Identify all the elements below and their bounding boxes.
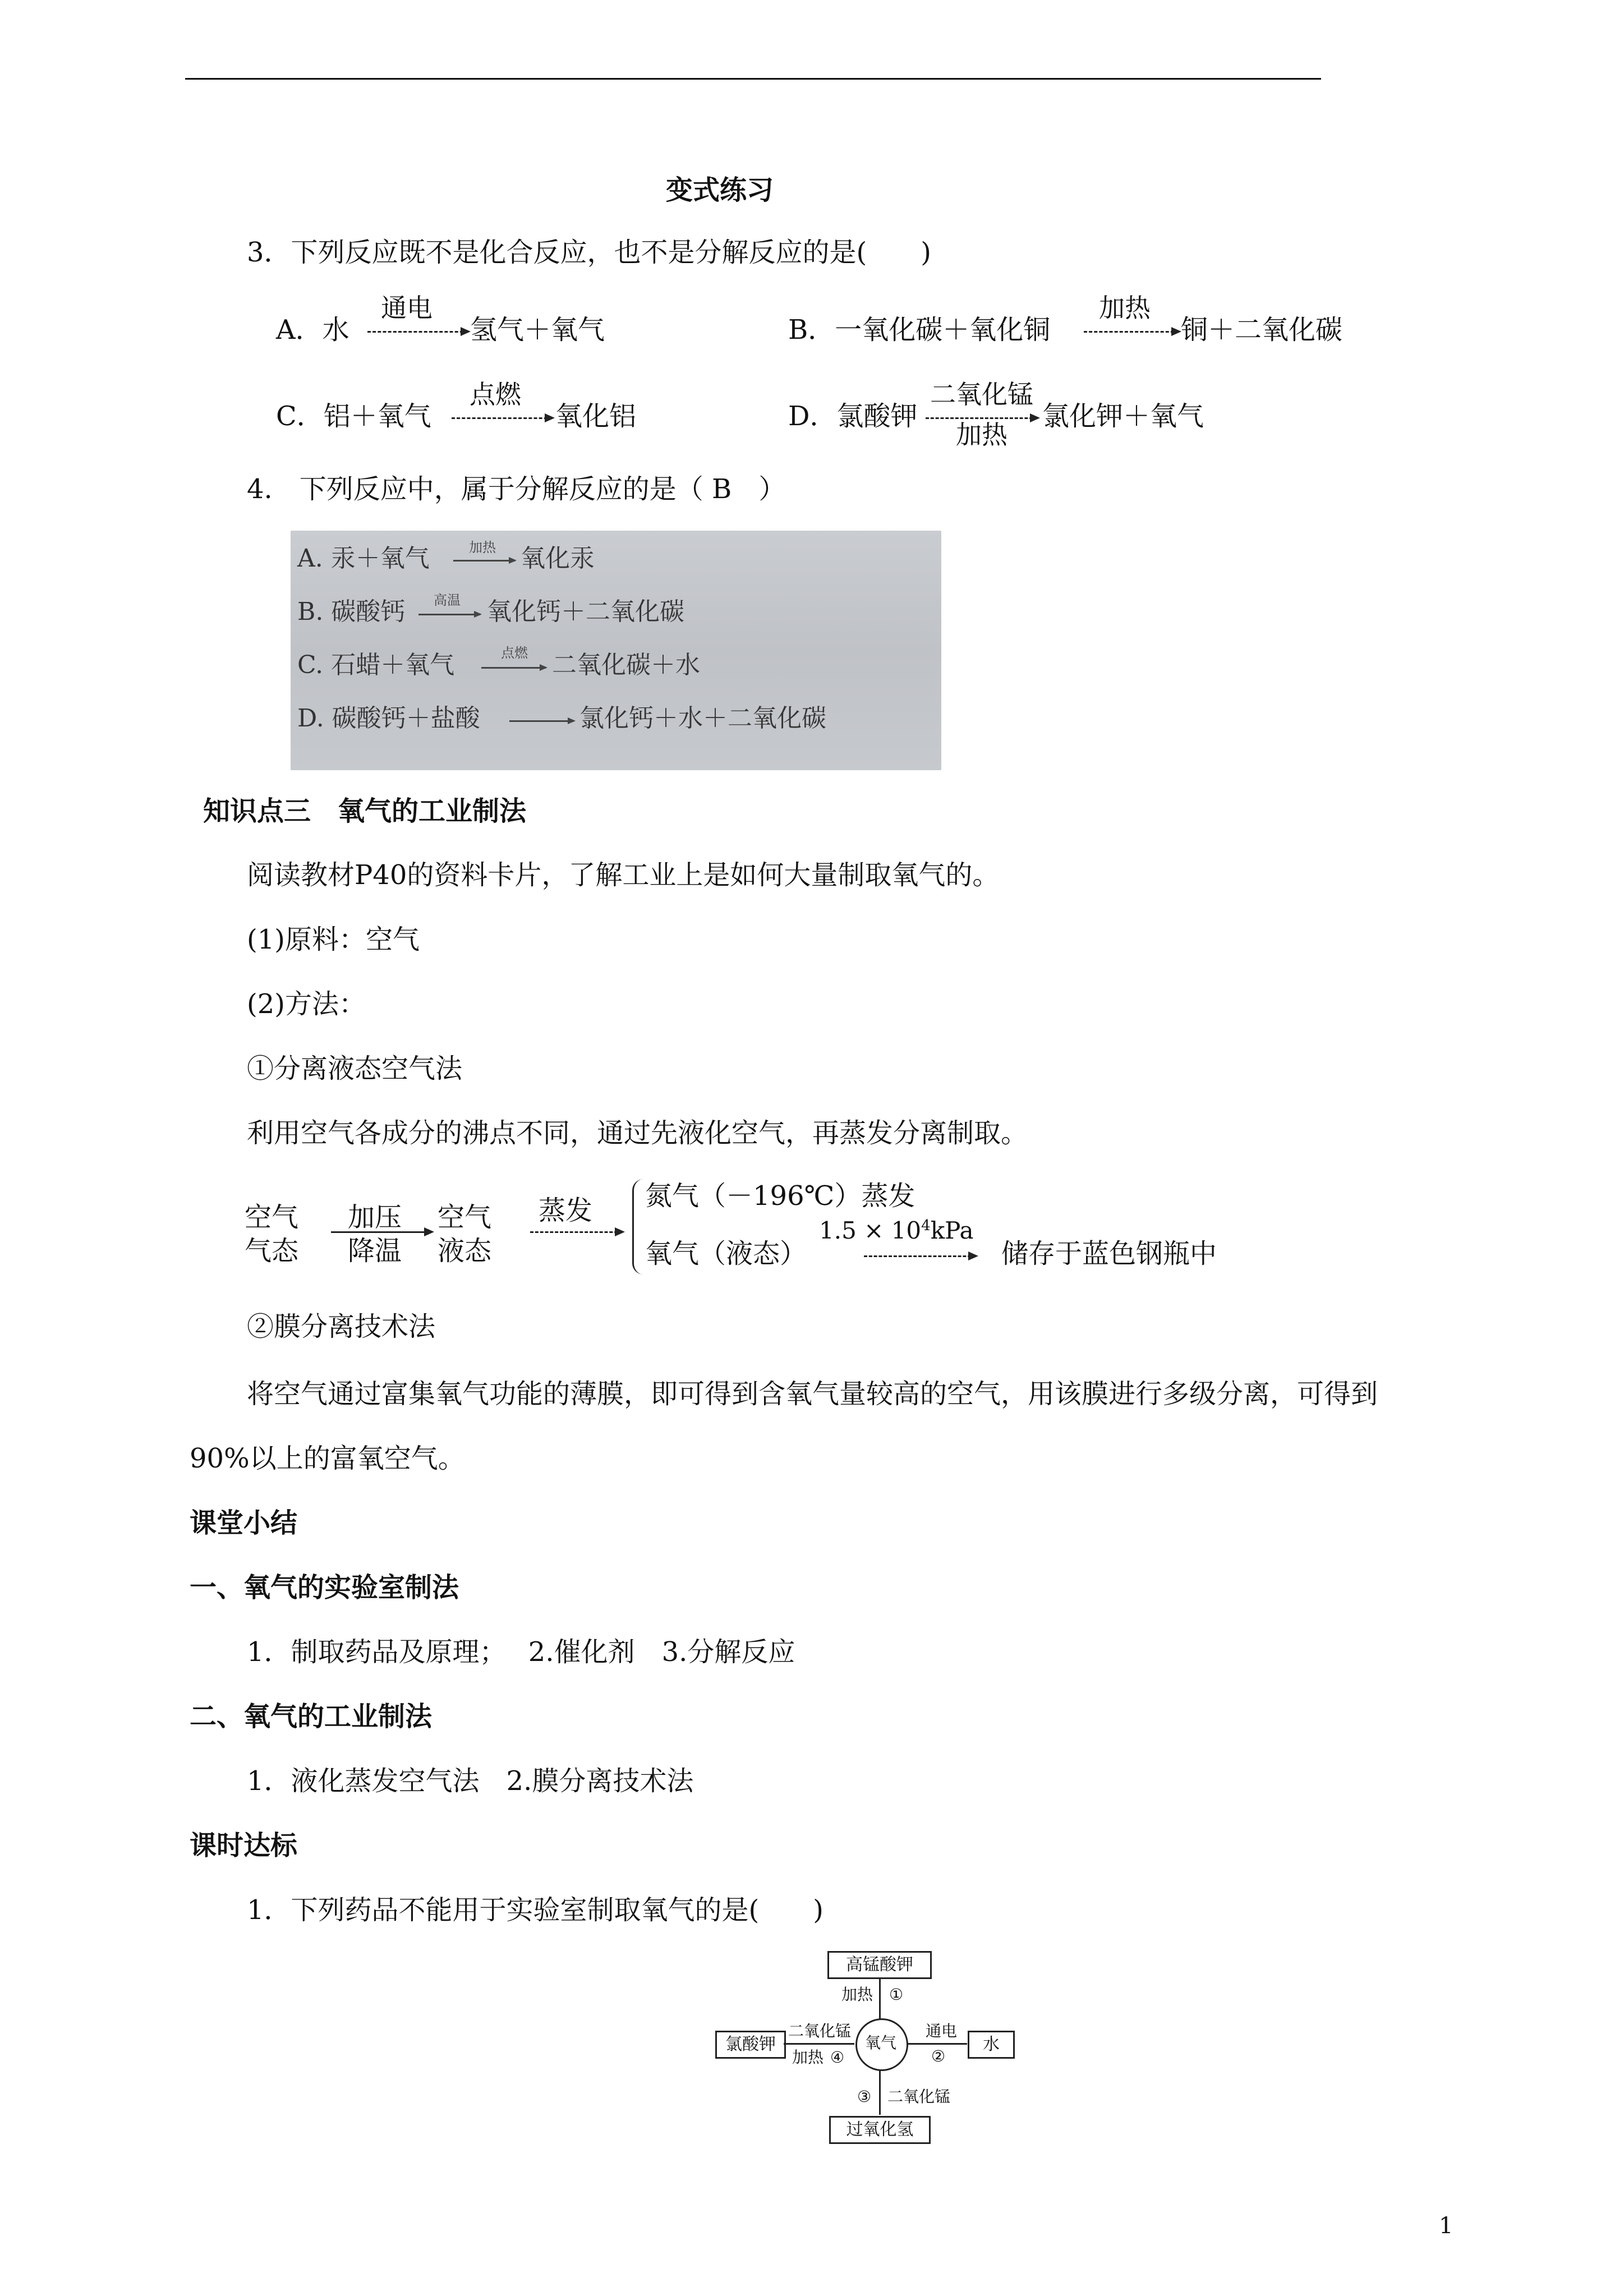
q3-a-reactant: A．水 (276, 314, 349, 346)
kp3-method-2-desc-1: 将空气通过富集氧气功能的薄膜，即可得到含氧气量较高的空气，用该膜进行多级分离，可得到 (247, 1378, 1378, 1410)
kp3-method: (2)方法： (247, 988, 366, 1020)
q4-photo-d: D. 碳酸钙＋盐酸 (297, 704, 480, 733)
diagram-box-potassium-chlorate: 氯酸钾 (715, 2031, 786, 2059)
q4-photo-d-arrow (509, 720, 574, 722)
diagram-box-hydrogen-peroxide: 过氧化氢 (829, 2116, 931, 2144)
q3-c-arrow (452, 417, 553, 419)
target-q1: 1．下列药品不能用于实验室制取氧气的是( ) (247, 1894, 823, 1926)
q4-photo-c-cond: 点燃 (501, 645, 528, 661)
flow-storage: 储存于蓝色钢瓶中 (1001, 1238, 1217, 1269)
q4-photo-a-arrow (453, 560, 515, 562)
diagram-bottom-cond: 二氧化锰 (887, 2087, 951, 2106)
q4-photo-c-arrow (481, 667, 546, 669)
q4-photo-a-product: 氧化汞 (521, 544, 595, 573)
q4-photo-b: B. 碳酸钙 (297, 597, 406, 626)
summary-heading: 课堂小结 (190, 1507, 298, 1539)
flow-pressure: $1.5 \times 10^4kPa$ (819, 1217, 974, 1244)
q3-a-condition: 通电 (381, 293, 433, 323)
summary-industry-heading: 二、氧气的工业制法 (190, 1701, 433, 1732)
diagram-bottom-num: ③ (857, 2087, 872, 2106)
flow-oxygen: 氧气（液态） (645, 1238, 807, 1269)
q4-photo-b-product: 氧化钙＋二氧化碳 (487, 597, 684, 626)
q3-b-product: 铜＋二氧化碳 (1181, 314, 1343, 346)
q3-b-arrow (1084, 331, 1179, 333)
kp3-heading: 知识点三 氧气的工业制法 (203, 795, 527, 827)
q3-stem: 3．下列反应既不是化合反应，也不是分解反应的是( ) (247, 237, 931, 268)
q3-d-condition-top: 二氧化锰 (930, 379, 1033, 409)
diagram-center-label: 氧气 (865, 2033, 897, 2052)
q3-c-reactant: C．铝＋氧气 (276, 401, 431, 432)
q3-d-reactant: D．氯酸钾 (788, 401, 918, 432)
diagram-left-cond-bottom: 加热 (792, 2048, 824, 2067)
q4-photo-a-cond: 加热 (469, 540, 496, 555)
header-rule (185, 78, 1321, 80)
diagram-left-num: ④ (830, 2048, 845, 2067)
q4-photo-c-product: 二氧化碳＋水 (552, 651, 700, 679)
diagram-top-cond: 加热 (841, 1985, 873, 2004)
q3-c-product: 氧化铝 (555, 401, 637, 432)
flow-arrow-2 (530, 1231, 623, 1233)
diagram-arrow-left (784, 2043, 854, 2045)
diagram-top-num: ① (889, 1985, 904, 2004)
diagram-arrow-top (879, 1977, 881, 2019)
q3-b-condition: 加热 (1099, 293, 1151, 323)
flow-liquid: 液态 (438, 1235, 492, 1267)
q4-photo-b-arrow (418, 614, 480, 615)
diagram-right-cond: 通电 (926, 2022, 958, 2040)
flow-brace (632, 1179, 645, 1274)
q4-photo-b-cond: 高温 (434, 592, 461, 608)
flow-air-2: 空气 (438, 1202, 492, 1233)
diagram-left-cond-top: 二氧化锰 (788, 2022, 852, 2040)
flow-arrow-1 (393, 1231, 432, 1233)
flow-nitrogen: 氮气（－196℃）蒸发 (645, 1180, 915, 1212)
kp3-raw-material: (1)原料：空气 (247, 924, 420, 955)
kp3-method-2-desc-2: 90%以上的富氧空气。 (190, 1443, 465, 1474)
diagram-box-potassium-permanganate: 高锰酸钾 (827, 1951, 932, 1979)
kp3-method-2: ②膜分离技术法 (247, 1311, 436, 1342)
q3-d-arrow (926, 417, 1038, 419)
kp3-method-1: ①分离液态空气法 (247, 1053, 463, 1084)
page-number: 1 (1439, 2213, 1453, 2239)
q4-photo-c: C. 石蜡＋氧气 (297, 651, 455, 679)
q3-a-arrow (367, 331, 468, 333)
flow-air: 空气 (245, 1202, 299, 1233)
target-heading: 课时达标 (190, 1830, 298, 1861)
flow-pressurize: 加压 (348, 1202, 402, 1233)
q4-stem: 4. 下列反应中，属于分解反应的是（ B ） (247, 473, 786, 505)
q4-photo-d-product: 氯化钙＋水＋二氧化碳 (579, 704, 826, 733)
summary-lab-heading: 一、氧气的实验室制法 (190, 1572, 459, 1603)
q3-c-condition: 点燃 (470, 379, 521, 409)
flow-arrow-3 (864, 1255, 976, 1257)
q3-a-product: 氢气＋氧气 (470, 314, 605, 346)
kp3-method-1-desc: 利用空气各成分的沸点不同，通过先液化空气，再蒸发分离制取。 (247, 1117, 1028, 1149)
summary-industry-items: 1．液化蒸发空气法 2.膜分离技术法 (247, 1765, 694, 1797)
flow-gaseous: 气态 (245, 1235, 299, 1267)
section-title: 变式练习 (666, 174, 774, 206)
q4-options-photo (291, 531, 941, 770)
summary-lab-items: 1．制取药品及原理； 2.催化剂 3.分解反应 (247, 1636, 795, 1668)
q3-d-condition-bottom: 加热 (956, 420, 1007, 450)
flow-evaporate: 蒸发 (539, 1195, 593, 1226)
q4-photo-a: A. 汞＋氧气 (297, 544, 430, 573)
diagram-box-water: 水 (968, 2031, 1015, 2059)
q3-d-product: 氯化钾＋氧气 (1042, 401, 1204, 432)
q3-b-reactant: B．一氧化碳＋氧化铜 (788, 314, 1051, 346)
flow-cool: 降温 (348, 1235, 402, 1267)
diagram-arrow-right (907, 2043, 967, 2045)
diagram-right-num: ② (931, 2047, 946, 2065)
diagram-arrow-bottom (879, 2070, 881, 2115)
kp3-read: 阅读教材P40的资料卡片，了解工业上是如何大量制取氧气的。 (247, 859, 1000, 891)
